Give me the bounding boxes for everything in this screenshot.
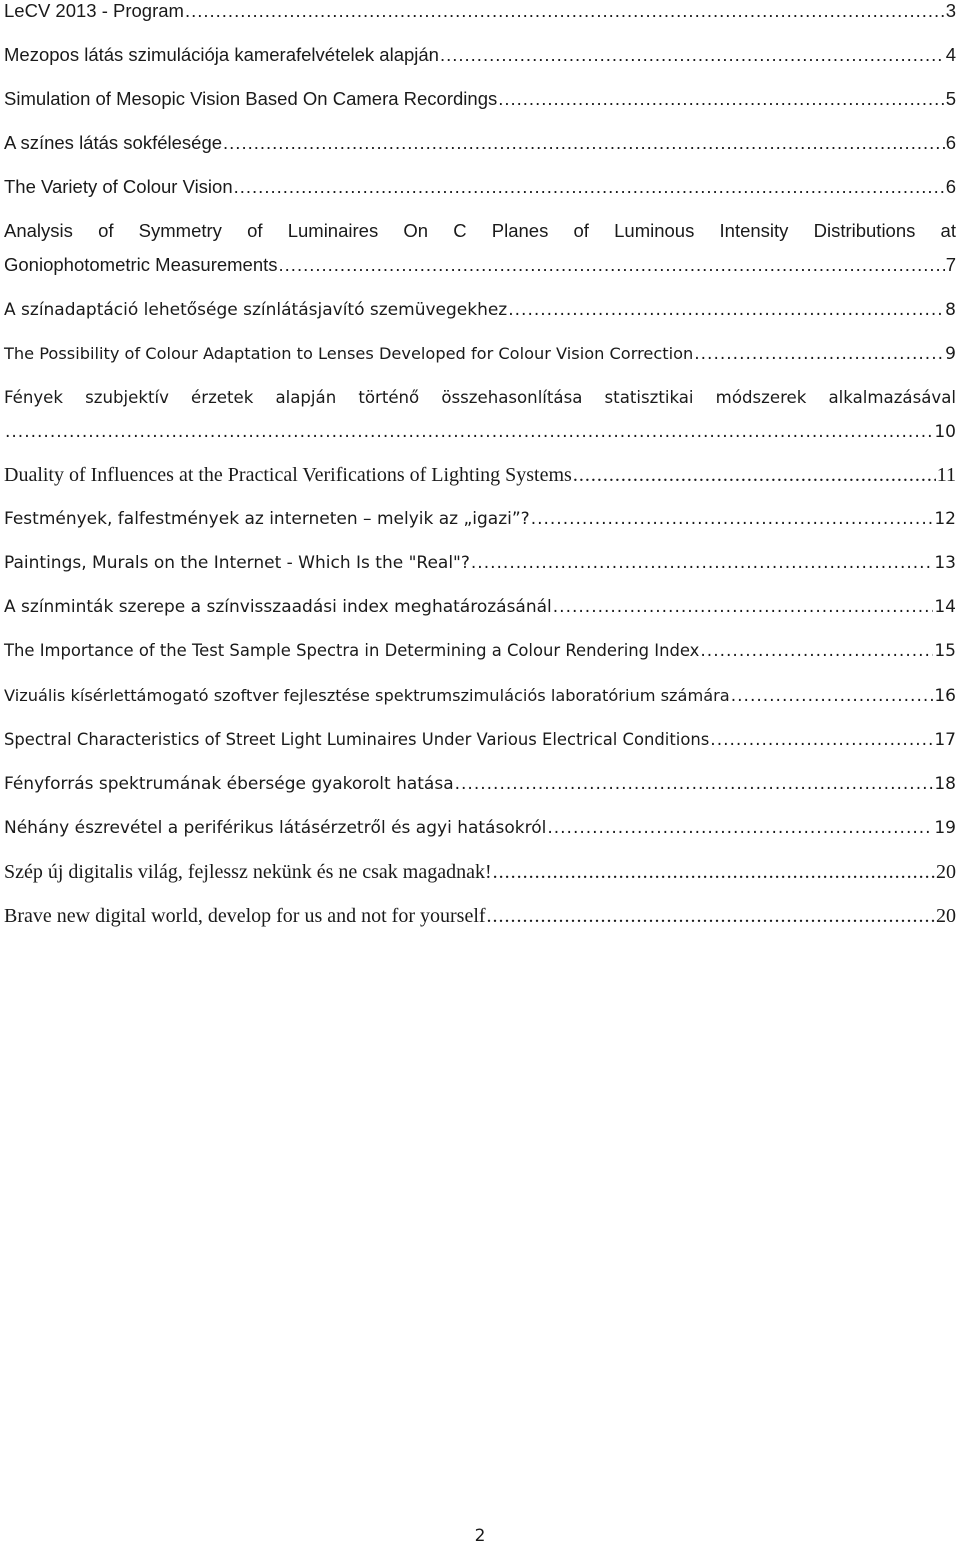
leader-dots [471, 548, 933, 578]
leader-dots [553, 592, 934, 622]
toc-entry-title: The Variety of Colour Vision [4, 176, 233, 197]
toc-entry-page: 9 [945, 344, 956, 364]
toc-entry-title: Festmények, falfestmények az interneten – melyik az „igazi”? [4, 509, 530, 529]
toc-entry-title: Vizuális kísérlettámogató szoftver fejlesztése spektrumszimulációs laboratórium számára [4, 686, 730, 705]
toc-entry-page: 16 [934, 686, 956, 706]
toc-entry-title: Brave new digital world, develop for us and not for yourself [4, 905, 486, 927]
toc-entry-title: Mezopos látás szimulációja kamerafelvételek alapján [4, 44, 439, 65]
toc-entry-title: A színminták szerepe a színvisszaadási index meghatározásánál [4, 597, 552, 617]
toc-entry-title: Spectral Characteristics of Street Light Luminaires Under Various Electrical Conditions [4, 730, 710, 749]
toc-entry[interactable] [4, 813, 956, 843]
toc-entry-page: 5 [945, 88, 956, 109]
toc-entry-page: 18 [934, 774, 956, 794]
toc-entry-title: Fényforrás spektrumának ébersége gyakorolt hatása [4, 774, 454, 794]
leader-dots [5, 417, 933, 447]
toc-entry[interactable] [4, 128, 956, 158]
leader-dots [731, 681, 934, 711]
toc-entry[interactable] [4, 172, 956, 202]
toc-entry-page: 13 [934, 553, 956, 573]
toc-entry[interactable] [4, 769, 956, 799]
leader-dots [531, 504, 934, 534]
toc-entry-title: A színadaptáció lehetősége színlátásjavító szemüvegekhez [4, 300, 508, 320]
toc-entry-title: Duality of Influences at the Practical Verifications of Lighting Systems [4, 464, 572, 486]
leader-dots [493, 857, 935, 887]
toc-entry[interactable] [4, 548, 956, 578]
toc-entry[interactable] [4, 901, 956, 931]
toc-entry[interactable] [4, 725, 956, 755]
toc-entry-title: Simulation of Mesopic Vision Based On Camera Recordings [4, 88, 498, 109]
toc-entry-page: 20 [936, 905, 956, 927]
toc-entry-title: Paintings, Murals on the Internet - Which Is the "Real"? [4, 553, 470, 573]
toc-entry-title-line1[interactable]: Fények szubjektív érzetek alapján történő összehasonlítása statisztikai módszerek alkalmazásával [4, 388, 956, 407]
toc-entry-page: 3 [945, 0, 956, 21]
toc-entry-page: 17 [934, 730, 956, 750]
toc-entry[interactable] [4, 636, 956, 666]
toc-entry-title: The Possibility of Colour Adaptation to Lenses Developed for Colour Vision Correction [4, 344, 694, 363]
leader-dots [694, 339, 944, 369]
leader-dots [487, 901, 935, 931]
leader-dots [440, 40, 945, 70]
toc-entry-title: A színes látás sokfélesége [4, 132, 223, 153]
toc-entry-page: 11 [936, 464, 956, 486]
toc-entry-title: Szép új digitalis világ, fejlessz nekünk és ne csak magadnak! [4, 861, 492, 883]
toc-entry-title: The Importance of the Test Sample Spectra in Determining a Colour Rendering Index [4, 641, 700, 660]
leader-dots [710, 725, 933, 755]
toc-entry-page: 4 [945, 44, 956, 65]
toc-entry-title-line1[interactable]: Analysis of Symmetry of Luminaires On C Planes of Luminous Intensity Distributions at [4, 220, 956, 241]
leader-dots [223, 128, 945, 158]
toc-entry[interactable] [4, 250, 956, 280]
leader-dots [234, 172, 945, 202]
toc-entry-page: 8 [945, 300, 956, 320]
toc-entry[interactable] [4, 857, 956, 887]
toc-entry-page: 10 [934, 422, 956, 442]
leader-dots [455, 769, 934, 799]
toc-entry-page: 14 [934, 597, 956, 617]
toc-entry[interactable] [4, 417, 956, 447]
toc-entry[interactable] [4, 84, 956, 114]
toc-entry-title: LeCV 2013 - Program [4, 0, 184, 21]
leader-dots [185, 0, 945, 26]
toc-entry-title: Néhány észrevétel a periférikus látásérzetről és agyi hatásokról [4, 818, 547, 838]
toc-entry-page: 19 [934, 818, 956, 838]
toc-entry-page: 12 [934, 509, 956, 529]
toc-entry-page: 20 [936, 861, 956, 883]
toc-entry-page: 6 [945, 176, 956, 197]
toc-entry[interactable] [4, 295, 956, 325]
toc-entry[interactable] [4, 40, 956, 70]
leader-dots [573, 460, 936, 490]
toc-entry[interactable] [4, 592, 956, 622]
toc-entry[interactable] [4, 504, 956, 534]
toc-entry-title-line2: Goniophotometric Measurements [4, 254, 278, 275]
toc-entry-page: 15 [934, 641, 956, 661]
page-number: 2 [474, 1526, 486, 1546]
toc-entry-page: 7 [945, 254, 956, 275]
toc-entry[interactable] [4, 339, 956, 369]
toc-entry[interactable] [4, 681, 956, 711]
leader-dots [547, 813, 933, 843]
toc-entry[interactable] [4, 460, 956, 490]
toc-entry-page: 6 [945, 132, 956, 153]
leader-dots [508, 295, 944, 325]
leader-dots [700, 636, 933, 666]
leader-dots [498, 84, 944, 114]
toc-entry[interactable] [4, 0, 956, 26]
leader-dots [279, 250, 945, 280]
